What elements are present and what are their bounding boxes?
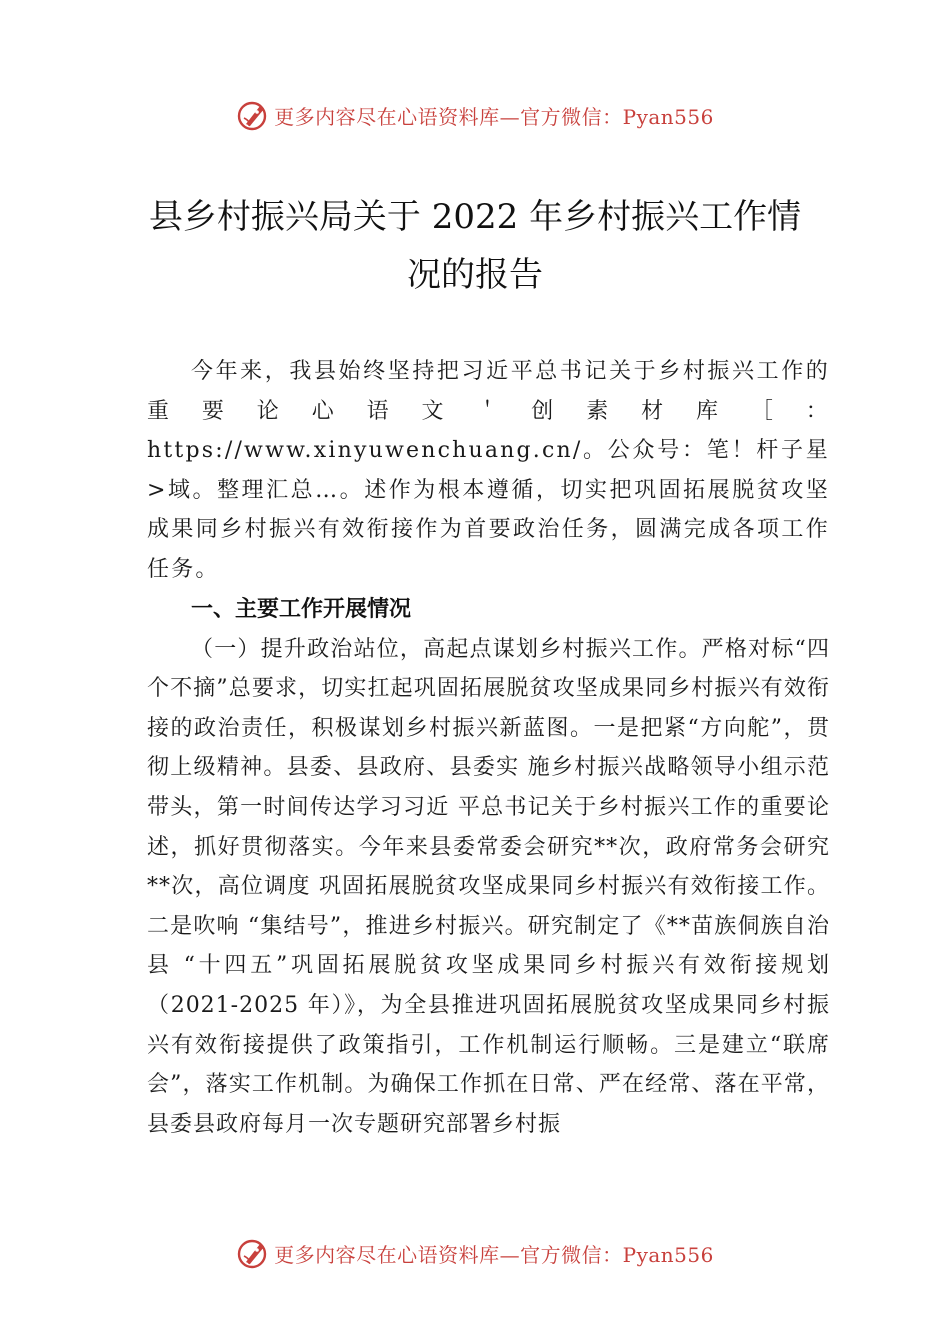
paragraph-section-1: （一）提升政治站位，高起点谋划乡村振兴工作。严格对标“四个不摘”总要求，切实扛起巩固拓展脱贫攻坚成果同乡村振兴有效衔接的政治责任，积极谋划乡村振兴新蓝图。一是把紧“方向舵”，贯彻上级精神。县委、县政府、县委实 施乡村振兴战略领导小组示范带头，第一时间传达学习习近 平总书记关于乡村振兴工作的重要论述，抓好贯彻落实。今年来县委常委会研究**次，政府常务会研究**次，高位调度 巩固拓展脱贫攻坚成果同乡村振兴有效衔接工作。二是吹响 “集结号”，推进乡村振兴。研究制定了《**苗族侗族自治县 “十四五”巩固拓展脱贫攻坚成果同乡村振兴有效衔接规划（2021-2025 年）》，为全县推进巩固拓展脱贫攻坚成果同乡村振兴有效衔接提供了政策指引，工作机制运行顺畅。三是建立“联席会”，落实工作机制。为确保工作抓在日常、严在经常、落在平常，县委县政府每月一次专题研究部署乡村振 [147, 636, 830, 1137]
paragraph-intro: 今年来，我县始终坚持把习近平总书记关于乡村振兴工作的重要论心语文＇创素材库［：https://www.xinyuwenchuang.cn/。公众号：笔！杆子星>域。整理汇总…。述作为根本遵循，切实把巩固拓展脱贫攻坚成果同乡村振兴有效衔接作为首要政治任务，圆满完成各项工作任务。 [147, 359, 830, 582]
document-body [147, 352, 830, 1144]
section-heading-1: 一、主要工作开展情况 [191, 596, 412, 622]
title-line-2: 况的报告 [407, 255, 543, 295]
watermark-banner-bottom [0, 1233, 950, 1273]
pen-nib-logo-icon [236, 98, 270, 132]
watermark-text: 更多内容尽在心语资料库—官方微信：Pyan556 [274, 104, 714, 129]
title-line-1: 县乡村振兴局关于 2022 年乡村振兴工作情 [148, 197, 802, 237]
pen-nib-logo-icon [236, 1236, 270, 1270]
document-title [120, 188, 830, 304]
watermark-banner-top [0, 95, 950, 135]
watermark-text: 更多内容尽在心语资料库—官方微信：Pyan556 [274, 1242, 714, 1267]
